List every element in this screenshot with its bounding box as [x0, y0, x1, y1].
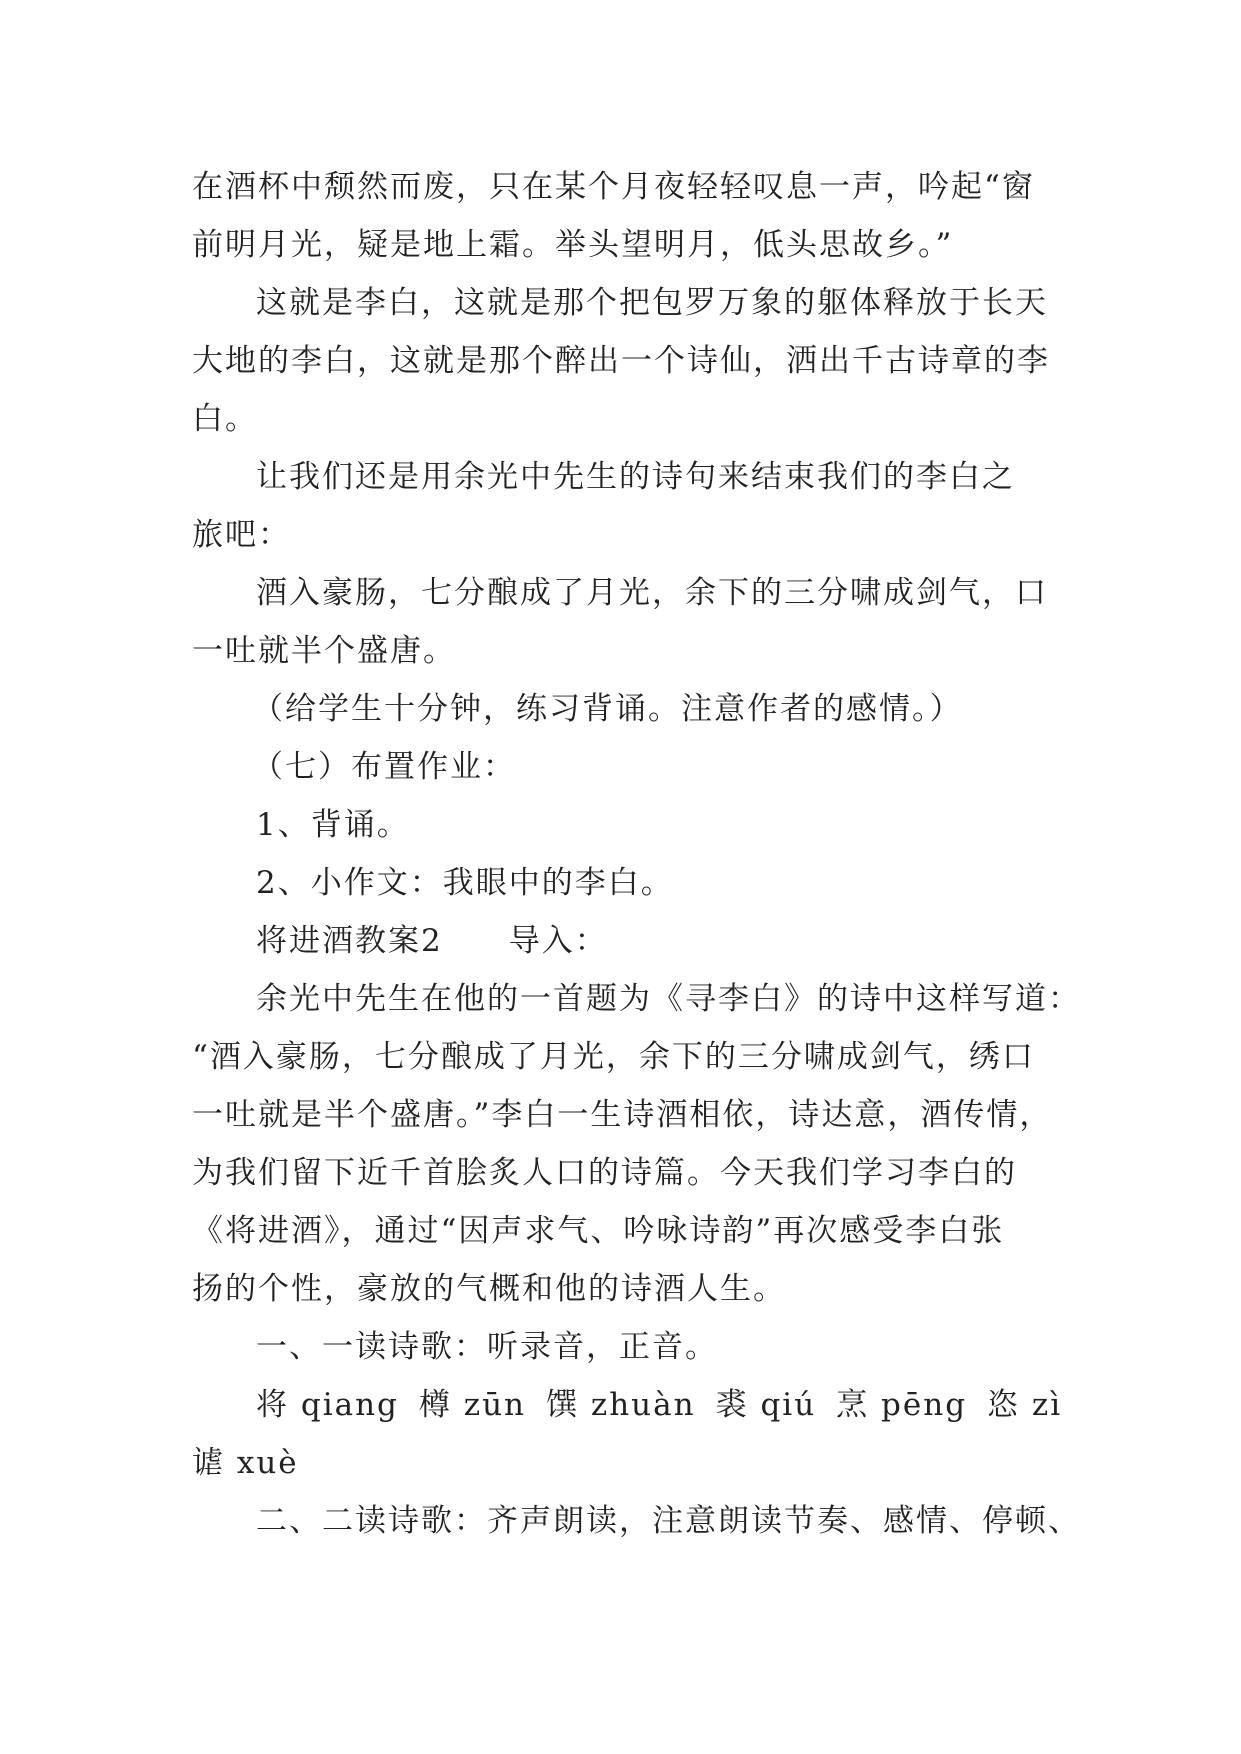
paragraph-line: “酒入豪肠，七分酿成了月光，余下的三分啸成剑气，绣口	[192, 1039, 1035, 1075]
paragraph-line: 扬的个性，豪放的气概和他的诗酒人生。	[192, 1271, 786, 1307]
paragraph-line: 大地的李白，这就是那个醉出一个诗仙，洒出千古诗章的李	[192, 343, 1050, 379]
paragraph-line: 在酒杯中颓然而废，只在某个月夜轻轻叹息一声，吟起“窗	[192, 169, 1035, 205]
paragraph-line: 这就是李白，这就是那个把包罗万象的躯体释放于长天	[256, 285, 1048, 321]
paragraph-line: 为我们留下近千首脍炙人口的诗篇。今天我们学习李白的	[192, 1155, 1017, 1191]
paragraph-line: 余光中先生在他的一首题为《寻李白》的诗中这样写道：	[256, 981, 1081, 1017]
paragraph-line: 白。	[192, 401, 258, 437]
list-item: 1、背诵。	[256, 807, 410, 843]
pinyin-line	[192, 1376, 1072, 1434]
pinyin-item: 烹 pēng	[836, 1387, 968, 1423]
paragraph-line: 酒入豪肠，七分酿成了月光，余下的三分啸成剑气，口	[256, 575, 1048, 611]
document-body	[192, 158, 1081, 1550]
document-title-line	[192, 912, 1072, 970]
paragraph-line: 旅吧：	[192, 517, 291, 553]
pinyin-item: 樽 zūn	[418, 1387, 527, 1423]
list-item: 2、小作文：我眼中的李白。	[256, 865, 674, 901]
paragraph-line: 前明月光，疑是地上霜。举头望明月，低头思故乡。”	[192, 227, 954, 263]
paragraph-line: 《将进酒》，通过“因声求气、吟咏诗韵”再次感受李白张	[192, 1213, 1005, 1249]
pinyin-item: 裘 qiú	[715, 1387, 817, 1423]
pinyin-item: 将 qiang	[256, 1387, 399, 1423]
section-heading: 二、二读诗歌：齐声朗读，注意朗读节奏、感情、停顿、	[256, 1503, 1081, 1539]
pinyin-item: 恣 zì	[987, 1387, 1063, 1423]
intro-label: 导入：	[508, 923, 608, 959]
section-heading: （七）布置作业：	[252, 749, 516, 785]
paragraph-line: 让我们还是用余光中先生的诗句来结束我们的李白之	[256, 459, 1015, 495]
section-heading: 一、一读诗歌：听录音，正音。	[256, 1329, 718, 1365]
paragraph-line: 一吐就是半个盛唐。”李白一生诗酒相依，诗达意，酒传情，	[192, 1097, 1053, 1133]
pinyin-line: 谑 xuè	[192, 1445, 299, 1481]
document-title: 将进酒教案2	[256, 923, 443, 959]
pinyin-item: 馔 zhuàn	[546, 1387, 696, 1423]
paragraph-line: （给学生十分钟，练习背诵。注意作者的感情。）	[252, 691, 963, 727]
paragraph-line: 一吐就半个盛唐。	[192, 633, 456, 669]
